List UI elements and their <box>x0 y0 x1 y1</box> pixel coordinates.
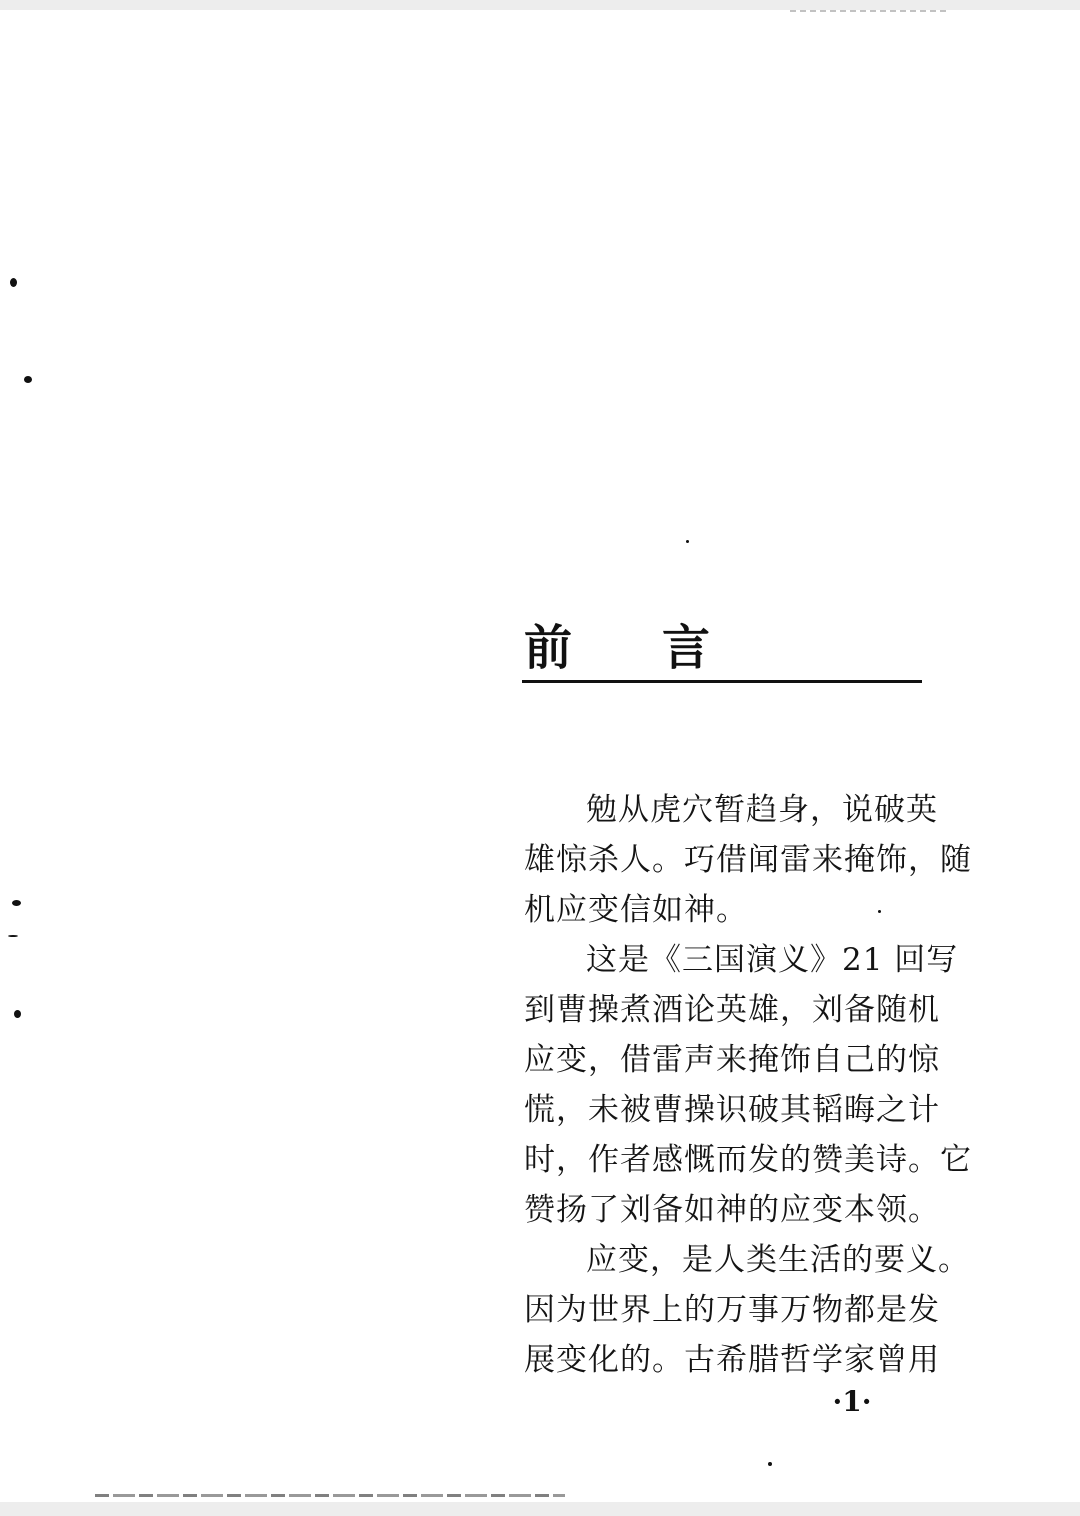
body-line: 这是《三国演义》21 回写 <box>586 942 959 978</box>
page-number: ·1· <box>832 1385 872 1418</box>
chapter-title-char: 言 <box>662 620 711 676</box>
body-line: 应变，借雷声来掩饰自己的惊 <box>524 1042 940 1078</box>
body-line: 到曹操煮酒论英雄，刘备随机 <box>524 992 940 1028</box>
body-line: 因为世界上的万事万物都是发 <box>524 1292 940 1328</box>
body-text <box>524 785 972 1385</box>
chapter-title <box>522 620 922 683</box>
body-line: 雄惊杀人。巧借闻雷来掩饰，随 <box>524 842 972 878</box>
body-line: 勉从虎穴暂趋身，说破英 <box>586 792 938 828</box>
chapter-title-char: 前 <box>524 620 573 676</box>
scan-speck <box>14 1010 21 1018</box>
scan-speck <box>768 1462 772 1466</box>
scan-speck <box>12 900 21 906</box>
scan-speck <box>10 278 17 287</box>
scanned-page <box>0 10 1080 1502</box>
body-line: 应变，是人类生活的要义。 <box>586 1242 970 1278</box>
body-line: 赞扬了刘备如神的应变本领。 <box>524 1192 940 1228</box>
body-line: 慌，未被曹操识破其韬晦之计 <box>524 1092 940 1128</box>
scan-artifact-top <box>790 10 950 12</box>
body-line: 机应变信如神。 <box>524 892 748 928</box>
scan-artifact-bottom <box>95 1494 565 1497</box>
body-line: 时，作者感慨而发的赞美诗。它 <box>524 1142 972 1178</box>
body-line: 展变化的。古希腊哲学家曾用 <box>524 1342 940 1378</box>
scan-speck <box>24 376 32 383</box>
scan-speck <box>686 540 689 543</box>
scan-speck <box>8 935 18 937</box>
